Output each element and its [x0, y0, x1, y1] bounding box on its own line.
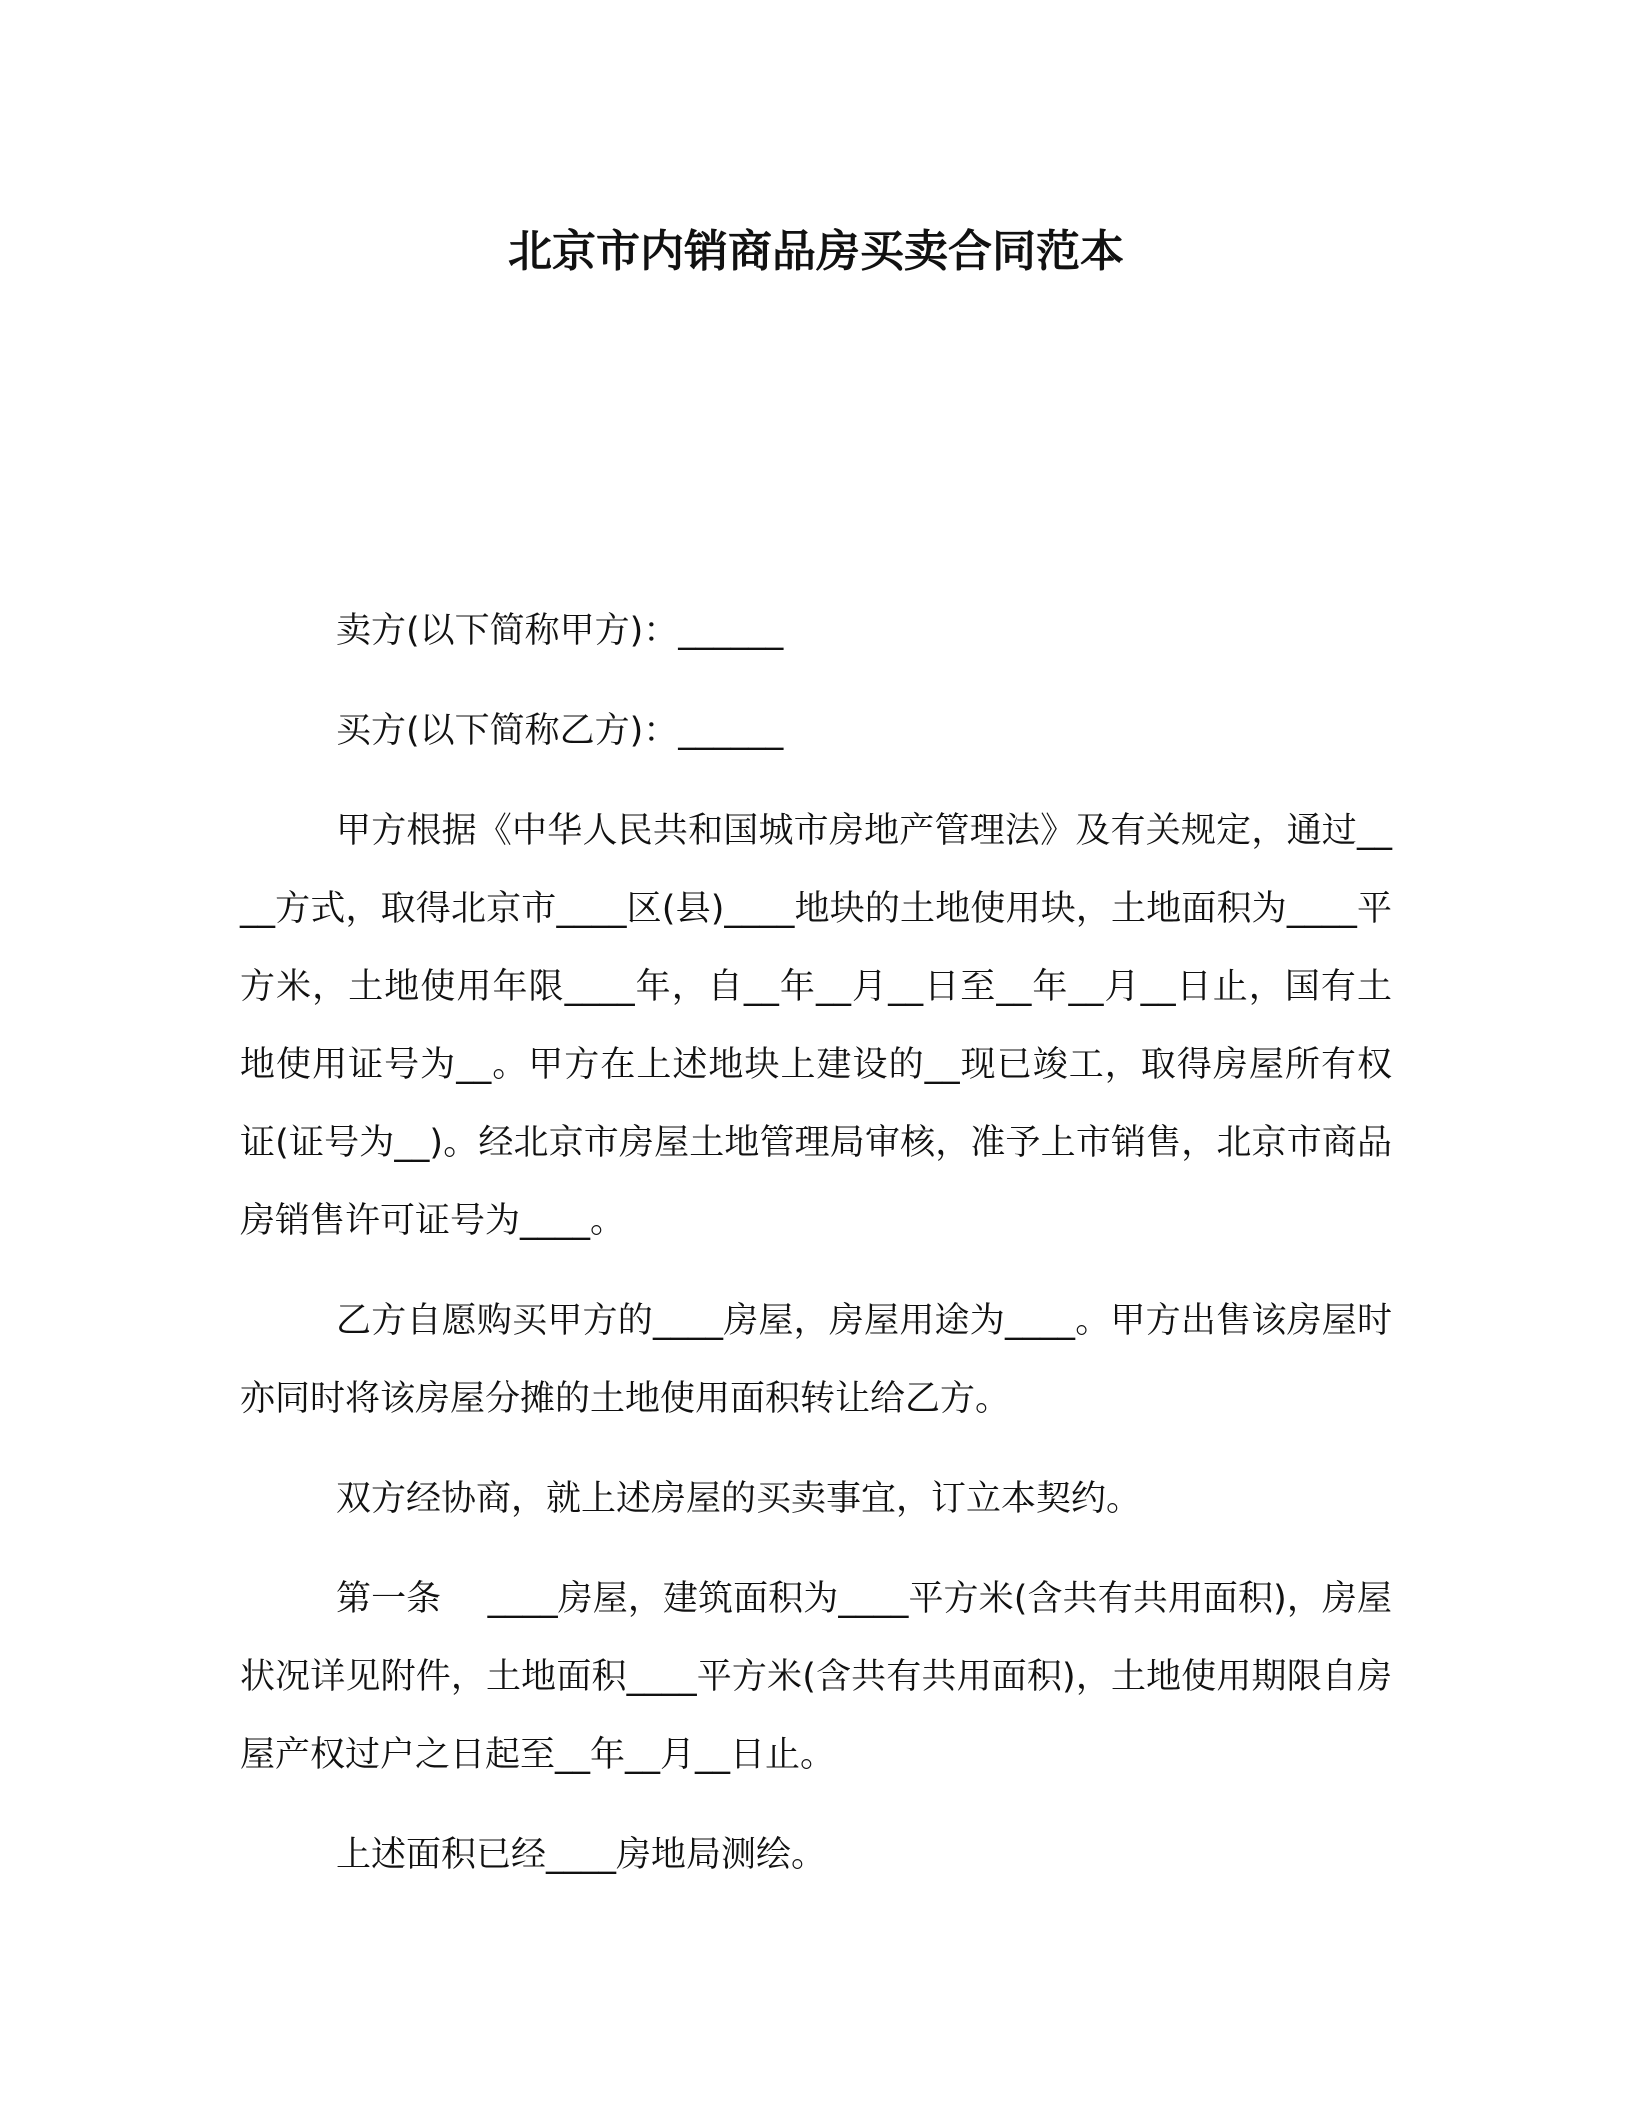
document-body — [240, 592, 1392, 1916]
buyer-line: 买方(以下简称乙方)：______ — [336, 711, 784, 751]
purchase-intent-paragraph: 乙方自愿购买甲方的____房屋，房屋用途为____。甲方出售该房屋时亦同时将该房屋分摊的土地使用面积转让给乙方。 — [240, 1301, 1392, 1419]
land-acquisition-paragraph: 甲方根据《中华人民共和国城市房地产管理法》及有关规定，通过____方式，取得北京市____区(县)____地块的土地使用块，土地面积为____平方米，土地使用年限____年，自__年__月__日至__年__月__日止，国有土地使用证号为__。甲方在上述地块上建设的__现已竣工，取得房屋所有权证(证号为__)。经北京市房屋土地管理局审核，准予上市销售，北京市商品房销售许可证号为____。 — [240, 811, 1392, 1241]
agreement-paragraph: 双方经协商，就上述房屋的买卖事宜，订立本契约。 — [336, 1479, 1142, 1519]
article-one-paragraph: 第一条 ____房屋，建筑面积为____平方米(含共有共用面积)，房屋状况详见附件，土地面积____平方米(含共有共用面积)，土地使用期限自房屋产权过户之日起至__年__月__日止。 — [240, 1579, 1392, 1775]
survey-paragraph: 上述面积已经____房地局测绘。 — [336, 1835, 827, 1875]
document-title: 北京市内销商品房买卖合同范本 — [508, 226, 1124, 277]
seller-line: 卖方(以下简称甲方)：______ — [336, 611, 784, 651]
